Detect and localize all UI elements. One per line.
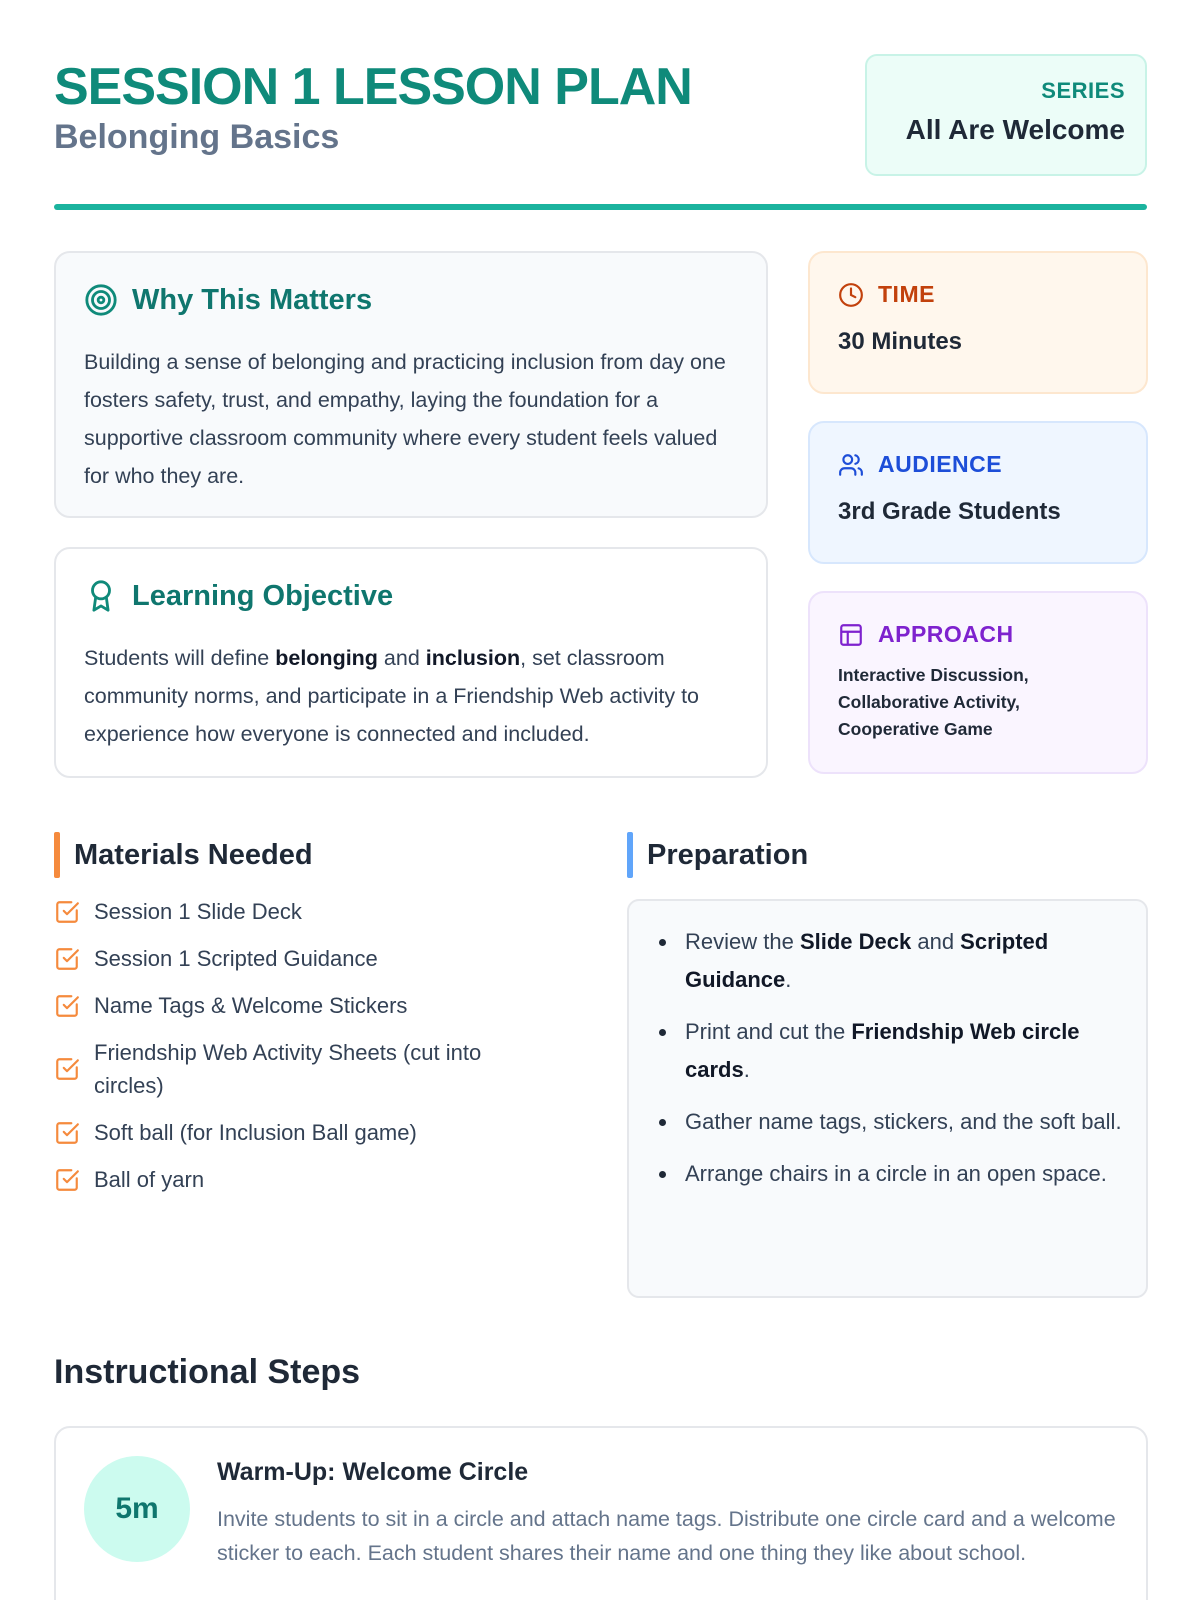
time-value: 30 Minutes <box>838 328 963 355</box>
list-item: Ball of yarn <box>54 1163 574 1196</box>
checkbox-icon <box>54 899 80 925</box>
approach-label: APPROACH <box>878 621 1014 647</box>
checkbox-icon <box>54 993 80 1019</box>
objective-text: Students will define belonging and inclusion, set classroom community norms, and participate in a Friendship Web activity to experience how everyone is connected and included. <box>84 646 700 746</box>
list-item: Gather name tags, stickers, and the soft ball. <box>685 1103 1122 1141</box>
page-subtitle: Belonging Basics <box>54 118 340 156</box>
target-icon <box>84 283 118 317</box>
list-item: Name Tags & Welcome Stickers <box>54 989 574 1022</box>
materials-heading: Materials Needed <box>54 832 313 878</box>
preparation-heading: Preparation <box>627 832 808 878</box>
time-card <box>808 251 1148 394</box>
step-description: Invite students to sit in a circle and attach name tags. Distribute one circle card and a welcome sticker to each. Each student shares their name and one thing they like about school. <box>217 1507 1116 1565</box>
why-header <box>84 283 372 317</box>
why-title: Why This Matters <box>132 283 373 316</box>
list-item: Session 1 Scripted Guidance <box>54 942 574 975</box>
list-item: Print and cut the Friendship Web circle cards. <box>685 1013 1122 1089</box>
header-divider <box>54 204 1147 210</box>
term-belonging: belonging <box>275 646 378 670</box>
objective-header <box>84 579 393 613</box>
audience-value: 3rd Grade Students <box>838 498 1061 525</box>
series-card <box>865 54 1147 176</box>
time-label: TIME <box>878 281 935 307</box>
list-item: Arrange chairs in a circle in an open space. <box>685 1155 1122 1193</box>
list-item: Review the Slide Deck and Scripted Guidance. <box>685 923 1122 999</box>
objective-title: Learning Objective <box>132 579 394 612</box>
award-icon <box>84 579 118 613</box>
series-value: All Are Welcome <box>905 114 1125 145</box>
list-item: Soft ball (for Inclusion Ball game) <box>54 1116 574 1149</box>
step-card <box>54 1426 1148 1600</box>
list-item: Friendship Web Activity Sheets (cut into circles) <box>54 1036 574 1102</box>
learning-objective-card <box>54 547 768 778</box>
why-text: Building a sense of belonging and practicing inclusion from day one fosters safety, trust, and empathy, laying the foundation for a supportive classroom community where every student feels valued for who they are. <box>84 350 726 488</box>
checkbox-icon <box>54 946 80 972</box>
why-this-matters-card <box>54 251 768 518</box>
approach-card <box>808 591 1148 774</box>
checkbox-icon <box>54 1120 80 1146</box>
preparation-card <box>627 899 1148 1298</box>
materials-list <box>54 895 574 1210</box>
checkbox-icon <box>54 1056 80 1082</box>
term-inclusion: inclusion <box>425 646 521 670</box>
step-title: Warm-Up: Welcome Circle <box>217 1458 529 1486</box>
audience-label: AUDIENCE <box>878 451 1003 477</box>
approach-value: Interactive Discussion, Collaborative Activity, Cooperative Game <box>838 665 1029 739</box>
steps-heading: Instructional Steps <box>54 1353 361 1391</box>
checkbox-icon <box>54 1167 80 1193</box>
step-duration-badge: 5m <box>84 1456 190 1562</box>
page-title: SESSION 1 LESSON PLAN <box>54 58 692 116</box>
list-item: Session 1 Slide Deck <box>54 895 574 928</box>
audience-card <box>808 421 1148 564</box>
series-label: SERIES <box>1041 78 1125 103</box>
clock-icon <box>838 282 864 308</box>
users-icon <box>838 452 864 478</box>
lesson-header <box>54 52 1147 212</box>
layout-icon <box>838 622 864 648</box>
